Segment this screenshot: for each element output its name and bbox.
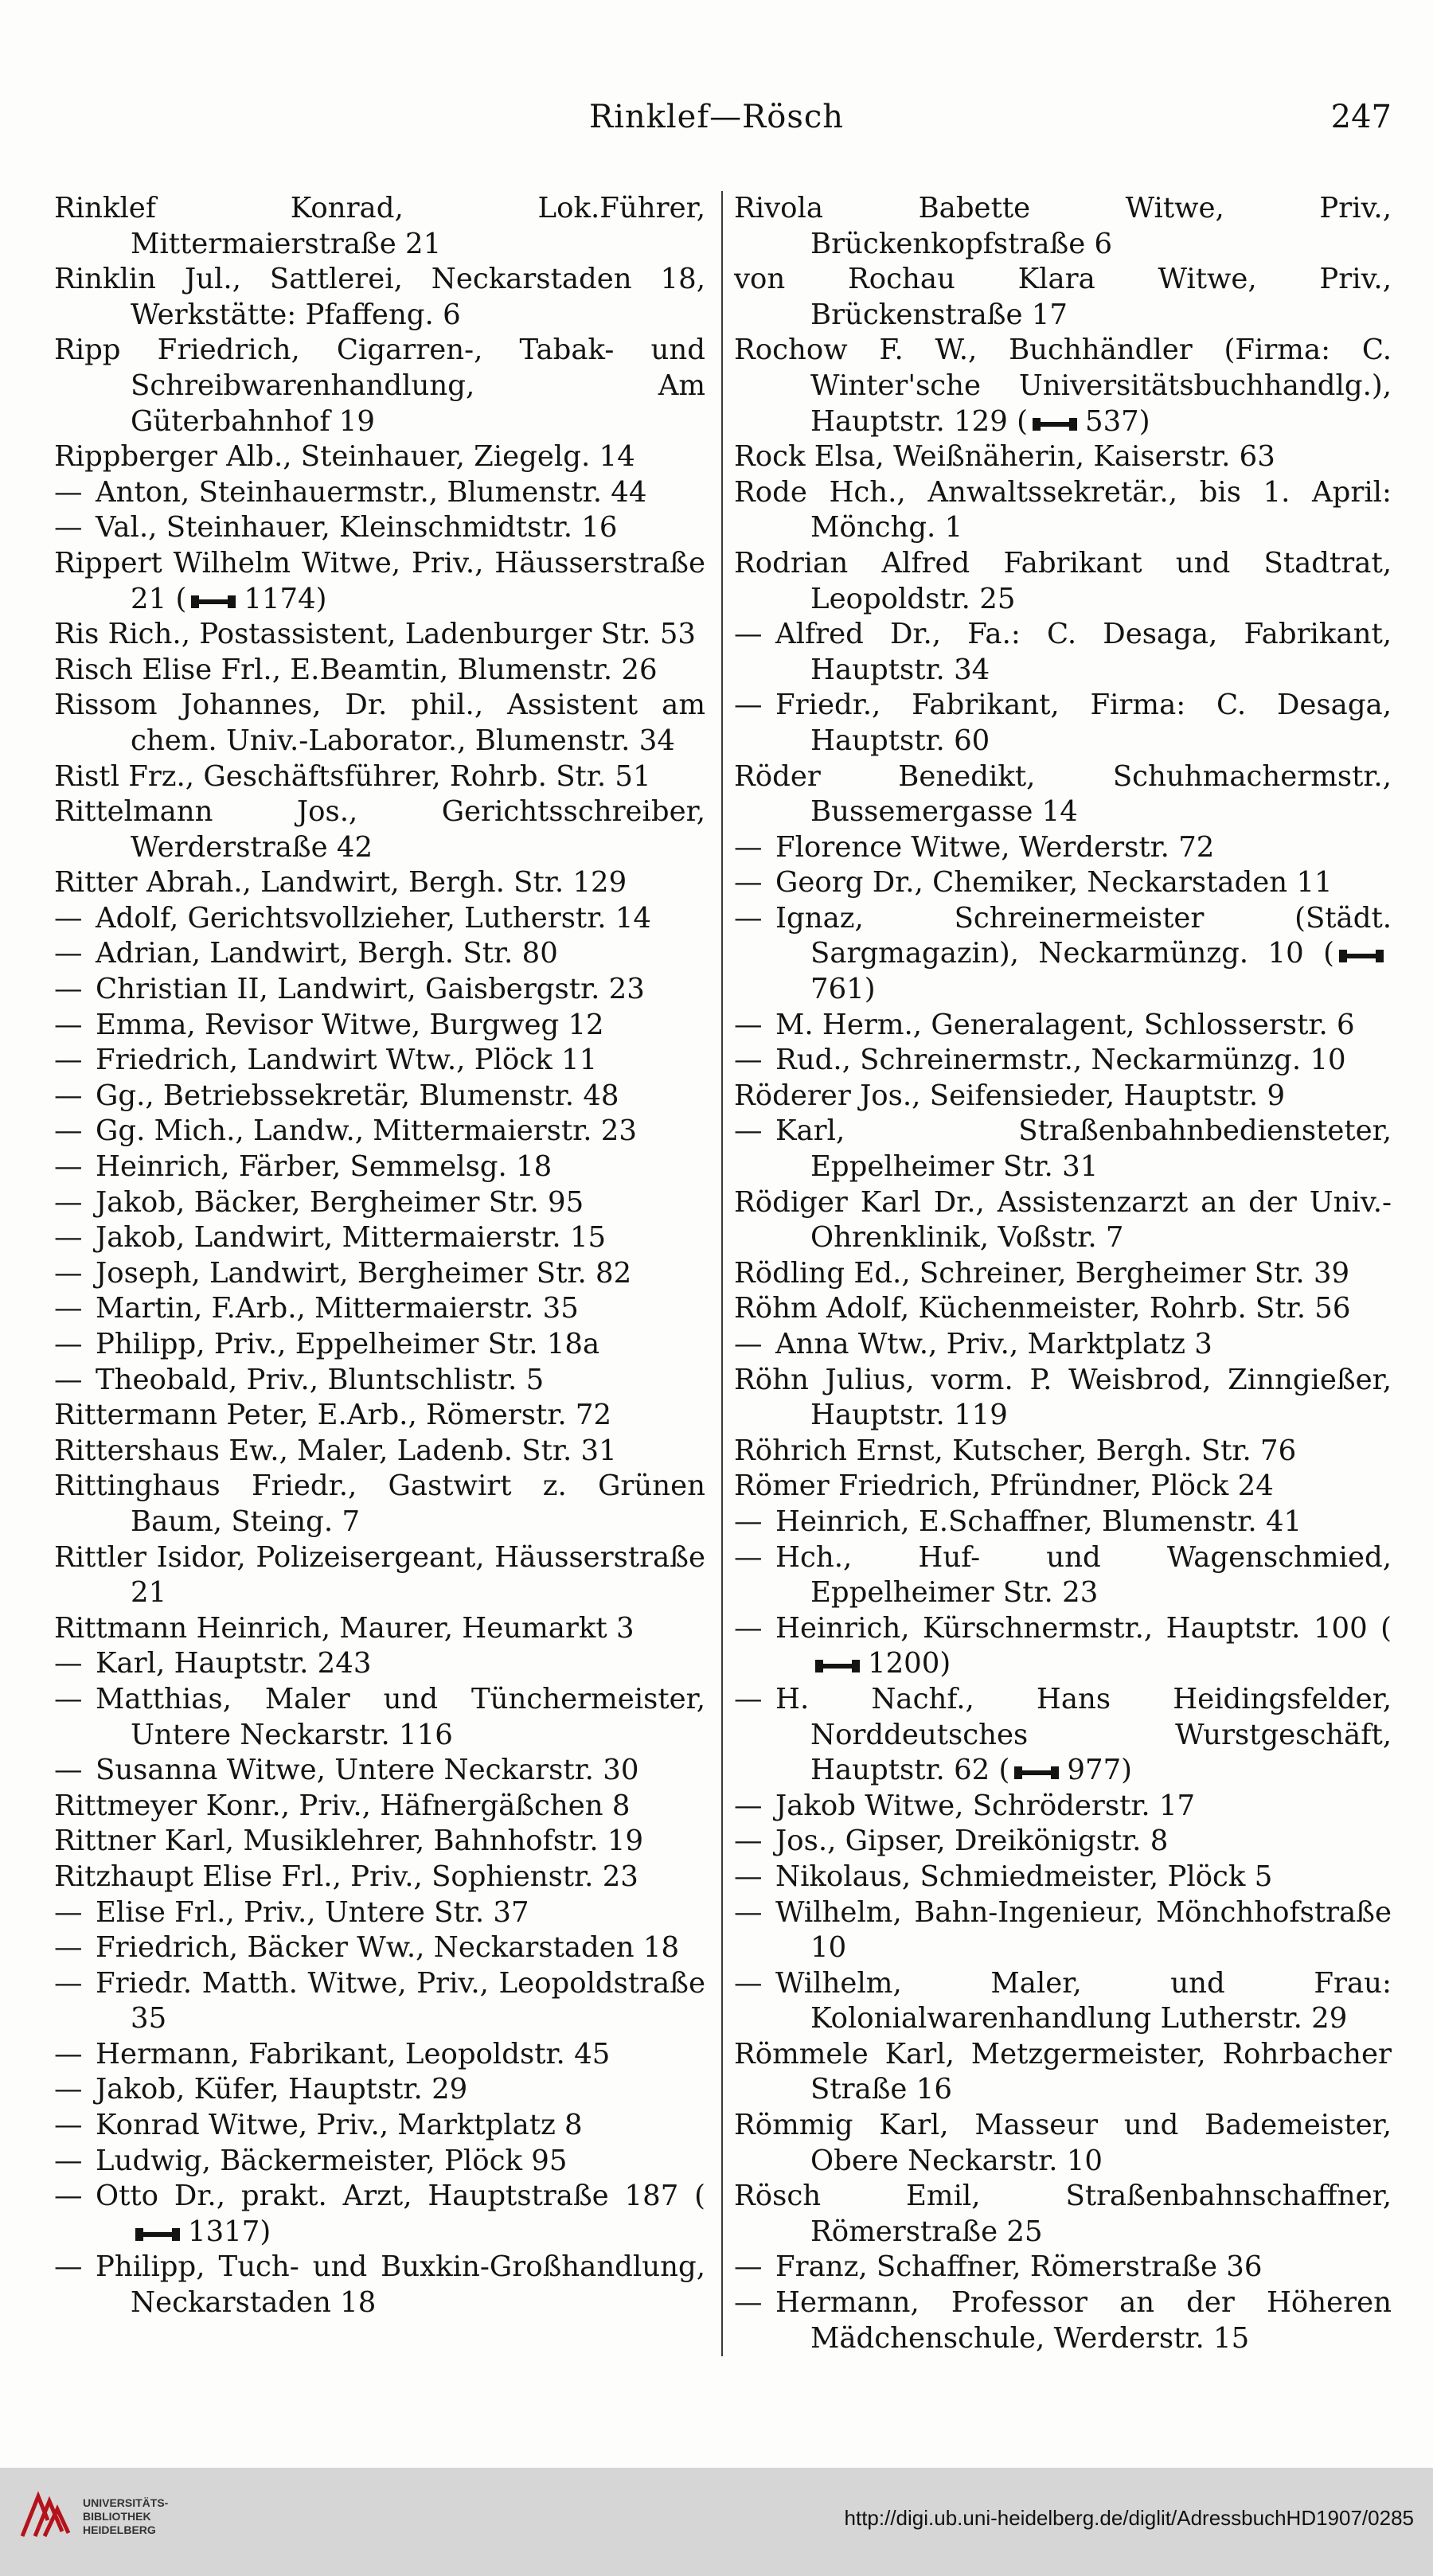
phone-number: 1174): [244, 582, 327, 615]
entry-text: Rissom Johannes, Dr. phil., Assistent am chem. Univ.-Laborator., Blumenstr. 34: [54, 689, 705, 757]
entry-text: Rochow F. W., Buchhändler (Firma: C. Winter'sche Universitätsbuchhandlg.), Hauptstr. 129 (: [734, 334, 1392, 438]
entry-text: Römmele Karl, Metzgermeister, Rohrbacher Straße 16: [734, 2037, 1392, 2106]
directory-entry: [734, 1611, 1392, 1682]
entry-text: Gg. Mich., Landw., Mittermaierstr. 23: [96, 1114, 637, 1148]
repeat-dash: —: [54, 2109, 83, 2142]
directory-entry: [54, 688, 705, 759]
repeat-dash: —: [734, 1966, 763, 2000]
entry-text: Karl, Straßenbahnbediensteter, Eppelheimer Str. 31: [775, 1114, 1392, 1184]
directory-entry: [734, 865, 1392, 901]
directory-entry: [54, 1895, 705, 1931]
entry-text: Rittler Isidor, Polizeisergeant, Häusserstraße 21: [54, 1540, 705, 1610]
entry-text: Rud., Schreinermstr., Neckarmünzg. 10: [775, 1044, 1346, 1077]
repeat-dash: —: [734, 1682, 763, 1715]
entry-text: Friedr., Fabrikant, Firma: C. Desaga, Hauptstr. 60: [775, 689, 1392, 757]
repeat-dash: —: [54, 1647, 83, 1680]
directory-entry: [54, 2108, 705, 2144]
directory-entry: [54, 1469, 705, 1540]
entry-text: Wilhelm, Bahn-Ingenieur, Mönchhofstraße 10: [775, 1895, 1392, 1965]
directory-entry: [54, 1079, 705, 1114]
directory-entry: [54, 262, 705, 333]
directory-entry: [54, 2037, 705, 2073]
directory-entry: [54, 759, 705, 795]
repeat-dash: —: [54, 1150, 83, 1184]
directory-entry: [54, 1789, 705, 1825]
directory-entry: [54, 475, 705, 511]
entry-text: Röhn Julius, vorm. P. Weisbrod, Zinngießer, Hauptstr. 119: [734, 1363, 1392, 1432]
library-name-line: HEIDELBERG: [83, 2523, 156, 2536]
repeat-dash: —: [54, 1328, 83, 1360]
entry-text: Ignaz, Schreinermeister (Städt. Sargmagazin), Neckarmünzg. 10 (: [775, 901, 1392, 970]
directory-entry: [734, 688, 1392, 759]
directory-entry: [734, 1789, 1392, 1825]
repeat-dash: —: [54, 973, 83, 1006]
repeat-dash: —: [734, 1825, 763, 1858]
directory-entry: [734, 1327, 1392, 1363]
repeat-dash: —: [54, 1895, 83, 1929]
repeat-dash: —: [54, 1008, 83, 1041]
telephone-icon: [188, 591, 239, 613]
directory-entry: [734, 1682, 1392, 1789]
directory-entry: [54, 2250, 705, 2320]
directory-entry: [54, 1256, 705, 1292]
entry-text: Emma, Revisor Witwe, Burgweg 12: [96, 1008, 604, 1041]
entry-text: Ludwig, Bäckermeister, Plöck 95: [96, 2144, 568, 2177]
repeat-dash: —: [54, 1185, 83, 1219]
entry-text: Konrad Witwe, Priv., Marktplatz 8: [96, 2109, 583, 2142]
directory-entry: [54, 2179, 705, 2250]
entry-text: Adrian, Landwirt, Bergh. Str. 80: [96, 937, 558, 970]
entry-text: Heinrich, Färber, Semmelsg. 18: [96, 1150, 553, 1184]
entry-text: Matthias, Maler und Tünchermeister, Untere Neckarstr. 116: [96, 1682, 705, 1751]
entry-text: Rösch Emil, Straßenbahnschaffner, Römerstraße 25: [734, 2180, 1392, 2248]
library-name-line: UNIVERSITÄTS-: [83, 2496, 169, 2509]
repeat-dash: —: [734, 1044, 763, 1077]
entry-text: Rodrian Alfred Fabrikant und Stadtrat, Leopoldstr. 25: [734, 546, 1392, 615]
entry-text: Rippberger Alb., Steinhauer, Ziegelg. 14: [54, 440, 635, 474]
page-header: [0, 94, 1433, 142]
directory-entry: [734, 1043, 1392, 1079]
entry-text: Adolf, Gerichtsvollzieher, Lutherstr. 14: [96, 901, 652, 935]
repeat-dash: —: [734, 866, 763, 900]
repeat-dash: —: [734, 689, 763, 722]
directory-entry: [734, 2285, 1392, 2356]
phone-number: 1317): [188, 2215, 271, 2248]
directory-entry: [734, 1363, 1392, 1434]
repeat-dash: —: [734, 901, 763, 935]
directory-entry: [54, 617, 705, 653]
directory-entry: [734, 1860, 1392, 1895]
directory-entry: [734, 1895, 1392, 1966]
directory-entry: [734, 2179, 1392, 2250]
entry-text: Jakob, Landwirt, Mittermaierstr. 15: [96, 1221, 607, 1255]
telephone-icon: [1336, 945, 1387, 967]
entry-text: Rock Elsa, Weißnäherin, Kaiserstr. 63: [734, 440, 1275, 474]
directory-entry: [54, 901, 705, 937]
repeat-dash: —: [54, 511, 83, 544]
entry-text: Wilhelm, Maler, und Frau: Kolonialwarenhandlung Lutherstr. 29: [775, 1966, 1392, 2035]
entry-text: Heinrich, Kürschnermstr., Hauptstr. 100 (: [775, 1611, 1392, 1645]
entry-text: Friedr. Matth. Witwe, Priv., Leopoldstraße 35: [96, 1966, 705, 2035]
entry-text: Philipp, Priv., Eppelheimer Str. 18a: [96, 1328, 600, 1360]
entry-text: Elise Frl., Priv., Untere Str. 37: [96, 1895, 529, 1929]
entry-text: Georg Dr., Chemiker, Neckarstaden 11: [775, 866, 1333, 900]
directory-entry: [54, 1398, 705, 1434]
entry-text: Theobald, Priv., Bluntschlistr. 5: [96, 1363, 545, 1396]
repeat-dash: —: [734, 1540, 763, 1574]
repeat-dash: —: [54, 1221, 83, 1255]
repeat-dash: —: [54, 1292, 83, 1325]
entry-text: M. Herm., Generalagent, Schlosserstr. 6: [775, 1008, 1355, 1041]
phone-number: 537): [1085, 404, 1150, 438]
repeat-dash: —: [734, 1328, 763, 1360]
entry-text: Jakob, Bäcker, Bergheimer Str. 95: [96, 1185, 584, 1219]
entry-text: Rinklin Jul., Sattlerei, Neckarstaden 18, Werkstätte: Pfaffeng. 6: [54, 263, 705, 331]
entry-text: Friedrich, Bäcker Ww., Neckarstaden 18: [96, 1931, 680, 1965]
repeat-dash: —: [54, 2073, 83, 2106]
telephone-icon: [1029, 413, 1080, 435]
directory-entry: [734, 546, 1392, 617]
repeat-dash: —: [54, 1682, 83, 1715]
entry-text: Florence Witwe, Werderstr. 72: [775, 830, 1215, 864]
entry-text: Rippert Wilhelm Witwe, Priv., Häusserstraße 21 (: [54, 546, 705, 615]
repeat-dash: —: [54, 901, 83, 935]
entry-text: Heinrich, E.Schaffner, Blumenstr. 41: [775, 1505, 1302, 1538]
repeat-dash: —: [734, 1895, 763, 1929]
entry-text: Hch., Huf- und Wagenschmied, Eppelheimer Str. 23: [775, 1540, 1392, 1610]
directory-entry: [734, 901, 1392, 1008]
repeat-dash: —: [734, 618, 763, 651]
entry-text: Rittelmann Jos., Gerichtsschreiber, Werderstraße 42: [54, 795, 705, 864]
directory-entry: [734, 830, 1392, 866]
directory-entry: [54, 1008, 705, 1044]
entry-text: Hermann, Fabrikant, Leopoldstr. 45: [96, 2037, 611, 2071]
source-url[interactable]: http://digi.ub.uni-heidelberg.de/diglit/AdressbuchHD1907/0285: [844, 2506, 1414, 2530]
library-name-line: BIBLIOTHEK: [83, 2510, 151, 2523]
directory-entry: [54, 1291, 705, 1327]
repeat-dash: —: [734, 1611, 763, 1645]
directory-entry: [54, 1682, 705, 1753]
entry-text: Rittner Karl, Musiklehrer, Bahnhofstr. 19: [54, 1825, 644, 1858]
directory-entry: [54, 1611, 705, 1647]
entry-text: Rittermann Peter, E.Arb., Römerstr. 72: [54, 1399, 612, 1432]
directory-entry: [734, 1966, 1392, 2037]
repeat-dash: —: [734, 2250, 763, 2284]
entry-text: Martin, F.Arb., Mittermaierstr. 35: [96, 1292, 579, 1325]
repeat-dash: —: [734, 830, 763, 864]
entry-text: Susanna Witwe, Untere Neckarstr. 30: [96, 1754, 639, 1787]
entry-text: Ritter Abrah., Landwirt, Bergh. Str. 129: [54, 866, 627, 900]
entry-text: Rödiger Karl Dr., Assistenzarzt an der Univ.-Ohrenklinik, Voßstr. 7: [734, 1185, 1392, 1255]
directory-entry: [734, 439, 1392, 475]
entry-text: Ritzhaupt Elise Frl., Priv., Sophienstr. 23: [54, 1860, 638, 1893]
directory-entry: [54, 546, 705, 617]
repeat-dash: —: [54, 1256, 83, 1290]
directory-entry: [734, 759, 1392, 830]
directory-entry: [54, 2072, 705, 2108]
directory-entry: [54, 1753, 705, 1789]
directory-entry: [734, 1469, 1392, 1505]
repeat-dash: —: [54, 1931, 83, 1965]
repeat-dash: —: [734, 1114, 763, 1148]
entry-text: Karl, Hauptstr. 243: [96, 1647, 372, 1680]
telephone-icon: [1011, 1762, 1062, 1784]
directory-entry: [734, 617, 1392, 688]
entry-text: Römer Friedrich, Pfründner, Plöck 24: [734, 1469, 1274, 1503]
repeat-dash: —: [734, 1789, 763, 1822]
library-logo-icon: [16, 2485, 73, 2543]
directory-entry: [54, 1930, 705, 1966]
directory-entry: [54, 1966, 705, 2037]
directory-entry: [734, 191, 1392, 262]
directory-entry: [734, 1114, 1392, 1185]
entry-text: Rinklef Konrad, Lok.Führer, Mittermaierstraße 21: [54, 192, 705, 260]
library-footer: [0, 2468, 1433, 2576]
directory-entry: [734, 1434, 1392, 1469]
entry-text: Ris Rich., Postassistent, Ladenburger Str. 53: [54, 618, 696, 651]
telephone-icon: [812, 1655, 863, 1677]
directory-entry: [54, 1114, 705, 1149]
directory-entry: [734, 1540, 1392, 1611]
directory-entry: [734, 1185, 1392, 1256]
repeat-dash: —: [54, 2144, 83, 2177]
entry-text: Ristl Frz., Geschäftsführer, Rohrb. Str. 51: [54, 759, 651, 793]
repeat-dash: —: [54, 1044, 83, 1077]
directory-entry: [54, 1363, 705, 1399]
telephone-icon: [132, 2223, 183, 2246]
directory-entry: [54, 510, 705, 546]
entry-text: Röhm Adolf, Küchenmeister, Rohrb. Str. 56: [734, 1292, 1351, 1325]
entry-text: Rödling Ed., Schreiner, Bergheimer Str. 39: [734, 1256, 1350, 1290]
directory-entry: [54, 1327, 705, 1363]
directory-entry: [54, 1043, 705, 1079]
entry-text: Christian II, Landwirt, Gaisbergstr. 23: [96, 973, 645, 1006]
entry-text: Val., Steinhauer, Kleinschmidtstr. 16: [96, 511, 618, 544]
repeat-dash: —: [54, 2250, 83, 2284]
repeat-dash: —: [54, 1966, 83, 2000]
left-column: [54, 191, 705, 2321]
repeat-dash: —: [54, 475, 83, 509]
directory-entry: [54, 1220, 705, 1256]
entry-text: Anna Wtw., Priv., Marktplatz 3: [775, 1328, 1212, 1360]
repeat-dash: —: [54, 2180, 83, 2213]
library-name: [83, 2496, 168, 2537]
entry-text: Philipp, Tuch- und Buxkin-Großhandlung, Neckarstaden 18: [96, 2250, 705, 2320]
directory-entry: [734, 1256, 1392, 1292]
entry-text: Franz, Schaffner, Römerstraße 36: [775, 2250, 1263, 2284]
entry-text: Otto Dr., prakt. Arzt, Hauptstraße 187 (: [96, 2180, 705, 2213]
entry-text: Jakob Witwe, Schröderstr. 17: [775, 1789, 1196, 1822]
directory-entry: [54, 653, 705, 689]
entry-text: Rittmann Heinrich, Maurer, Heumarkt 3: [54, 1611, 635, 1645]
directory-entry: [54, 1824, 705, 1860]
repeat-dash: —: [54, 1754, 83, 1787]
directory-entry: [54, 439, 705, 475]
directory-entry: [54, 865, 705, 901]
entry-text: Rode Hch., Anwaltssekretär., bis 1. April: Mönchg. 1: [734, 475, 1392, 544]
directory-entry: [734, 1079, 1392, 1114]
directory-entry: [54, 2144, 705, 2180]
column-divider: [721, 191, 723, 2356]
directory-entry: [54, 191, 705, 262]
page-number: 247: [1330, 99, 1392, 135]
entry-text: Ripp Friedrich, Cigarren-, Tabak- und Schreibwarenhandlung, Am Güterbahnhof 19: [54, 334, 705, 438]
phone-number: 1200): [868, 1647, 951, 1680]
directory-entry: [734, 1291, 1392, 1327]
entry-text: Röder Benedikt, Schuhmachermstr., Bussemergasse 14: [734, 759, 1392, 829]
directory-entry: [734, 262, 1392, 333]
directory-entry: [734, 2250, 1392, 2285]
directory-entry: [54, 1149, 705, 1185]
directory-entry: [54, 794, 705, 865]
directory-entry: [734, 2037, 1392, 2108]
repeat-dash: —: [734, 1008, 763, 1041]
entry-text: Röhrich Ernst, Kutscher, Bergh. Str. 76: [734, 1434, 1297, 1467]
entry-text: Joseph, Landwirt, Bergheimer Str. 82: [96, 1256, 632, 1290]
entry-text: Rivola Babette Witwe, Priv., Brückenkopfstraße 6: [734, 192, 1392, 260]
directory-entry: [54, 1434, 705, 1469]
entry-text: Nikolaus, Schmiedmeister, Plöck 5: [775, 1860, 1273, 1893]
repeat-dash: —: [54, 937, 83, 970]
entry-text: von Rochau Klara Witwe, Priv., Brückenstraße 17: [734, 263, 1392, 331]
entry-text: Anton, Steinhauermstr., Blumenstr. 44: [96, 475, 647, 509]
entry-text: Friedrich, Landwirt Wtw., Plöck 11: [96, 1044, 598, 1077]
directory-entry: [734, 2108, 1392, 2179]
directory-entry: [54, 1860, 705, 1895]
entry-text: Rittinghaus Friedr., Gastwirt z. Grünen Baum, Steing. 7: [54, 1469, 705, 1538]
entry-text: Risch Elise Frl., E.Beamtin, Blumenstr. 26: [54, 653, 658, 686]
repeat-dash: —: [54, 1079, 83, 1112]
directory-entry: [54, 333, 705, 439]
entry-text: Hermann, Professor an der Höheren Mädchenschule, Werderstr. 15: [775, 2286, 1392, 2355]
entry-text: Jakob, Küfer, Hauptstr. 29: [96, 2073, 468, 2106]
running-title: Rinklef—Rösch: [588, 99, 845, 135]
directory-entry: [54, 1540, 705, 1611]
directory-entry: [734, 475, 1392, 546]
directory-entry: [734, 1505, 1392, 1540]
directory-entry: [54, 1185, 705, 1221]
entry-text: Rittmeyer Konr., Priv., Häfnergäßchen 8: [54, 1789, 631, 1822]
repeat-dash: —: [54, 2037, 83, 2071]
repeat-dash: —: [734, 1505, 763, 1538]
directory-entry: [734, 1824, 1392, 1860]
directory-entry: [54, 936, 705, 972]
repeat-dash: —: [734, 2286, 763, 2320]
directory-entry: [54, 1646, 705, 1682]
repeat-dash: —: [54, 1363, 83, 1396]
right-column: [734, 191, 1392, 2356]
directory-entry: [54, 972, 705, 1008]
entry-text: Rittershaus Ew., Maler, Ladenb. Str. 31: [54, 1434, 617, 1467]
repeat-dash: —: [54, 1114, 83, 1148]
directory-entry: [734, 1008, 1392, 1044]
entry-text: Jos., Gipser, Dreikönigstr. 8: [775, 1825, 1169, 1858]
phone-number: 761): [810, 973, 876, 1006]
entry-text: H. Nachf., Hans Heidingsfelder, Norddeutsches Wurstgeschäft, Hauptstr. 62 (: [775, 1682, 1392, 1787]
entry-text: Röderer Jos., Seifensieder, Hauptstr. 9: [734, 1079, 1286, 1112]
repeat-dash: —: [734, 1860, 763, 1893]
phone-number: 977): [1067, 1754, 1133, 1787]
entry-text: Alfred Dr., Fa.: C. Desaga, Fabrikant, Hauptstr. 34: [775, 618, 1392, 686]
entry-text: Gg., Betriebssekretär, Blumenstr. 48: [96, 1079, 619, 1112]
directory-entry: [734, 333, 1392, 439]
entry-text: Römmig Karl, Masseur und Bademeister, Obere Neckarstr. 10: [734, 2109, 1392, 2177]
